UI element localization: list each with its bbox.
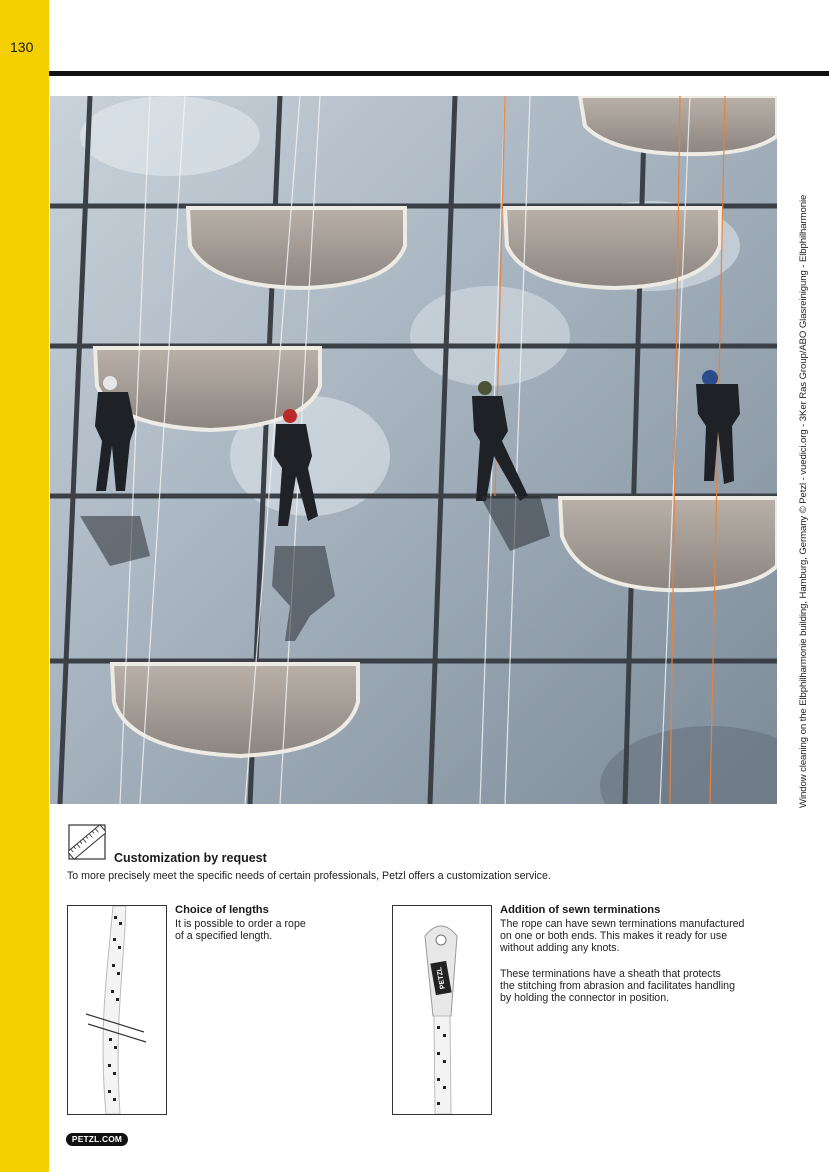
terminations-para1: The rope can have sewn terminations manufactured on one or both ends. This makes it ready for use without adding any knots. [500,918,745,955]
termination-logo-text: PETZL [436,966,447,990]
yellow-side-bar [0,0,49,1172]
petzl-website-badge[interactable]: PETZL.COM [66,1133,128,1146]
terminations-para2: These terminations have a sheath that protects the stitching from abrasion and facilitates handling by holding the connector in position. [500,968,735,1005]
section-title: Customization by request [114,851,267,865]
facade-photo [50,96,777,804]
lengths-text: It is possible to order a rope of a specified length. [175,918,306,943]
ruler-icon [68,824,106,860]
terminations-title: Addition of sewn terminations [500,904,661,916]
page-number: 130 [10,39,34,55]
photo-credit: Window cleaning on the Elbphilharmonie building, Hamburg, Germany © Petzl - vuedici.org - 3Ker Ras Group/ABO Glasreinigung - Elbphilharmonie [798,194,809,808]
rope-length-illustration [67,905,167,1115]
lengths-title: Choice of lengths [175,904,269,916]
header-rule [49,71,829,76]
sewn-termination-illustration [392,905,492,1115]
intro-text: To more precisely meet the specific needs of certain professionals, Petzl offers a customization service. [67,870,551,882]
